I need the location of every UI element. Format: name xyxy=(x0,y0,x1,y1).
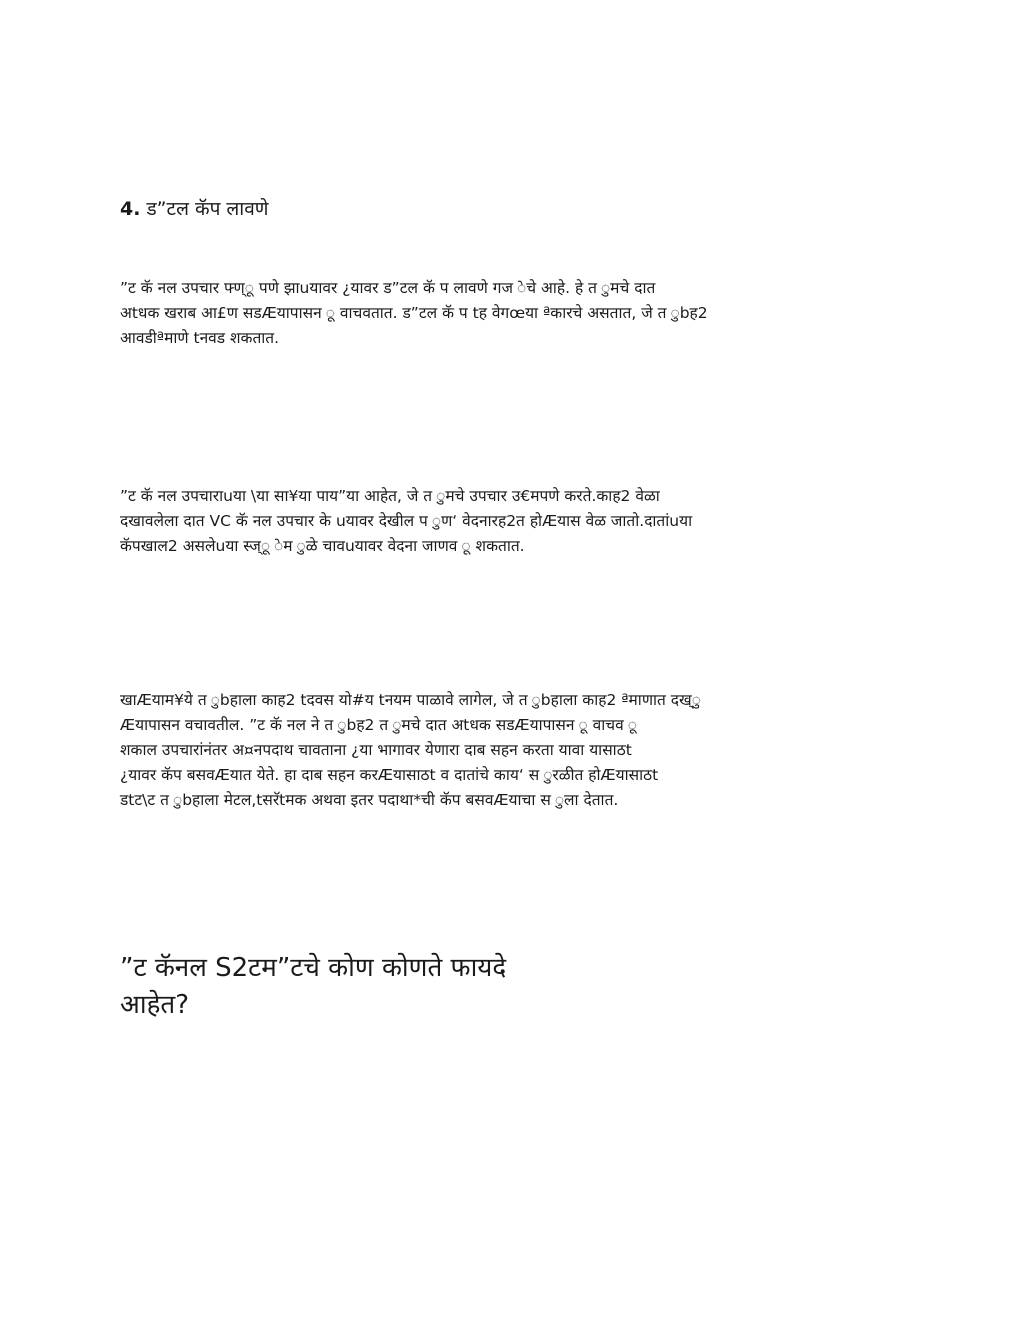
paragraph-line: खाÆयाम¥ये त ुbहाला काह2 tदवस यो#य tनयम पाळावे लागेल, जे त ुbहाला काह2 ªमाणात दख्ु xyxy=(120,691,701,709)
paragraph-treatment-steps xyxy=(120,484,920,559)
section-number: 4. xyxy=(120,198,141,220)
paragraph-line: ¿यावर कॅप बसवÆयात येते. हा दाब सहन करÆयासाठt व दातांचे काय‘ स ुरळीत होÆयासाठt xyxy=(120,766,659,784)
paragraph-line: Æयापासन वचावतील. ”ट कॅ नल ने त ुbह2 त ुमचे दात अtधक सडÆयापासन ू वाचव ू xyxy=(120,716,638,734)
paragraph-line: डtट\ट त ुbहाला मेटल,tसरॅtमक अथवा इतर पदाथा*ची कॅप बसवÆयाचा स ुला देतात. xyxy=(120,791,619,809)
paragraph-line: आवडीªमाणे tनवड शकतात. xyxy=(120,329,280,347)
paragraph-line: ”ट कॅ नल उपचार फ्ण्ू पणे झाuयावर ¿यावर ड”टल कॅ प लावणे गज ेचे आहे. हे त ुमचे दात xyxy=(120,279,656,297)
paragraph-line: ”ट कॅ नल उपचाराuया \या सा¥या पाय”या आहेत, जे त ुमचे उपचार उ€मपणे करते.काह2 वेळा xyxy=(120,487,660,505)
closing-heading-line: आहेत? xyxy=(120,990,189,1020)
section-title: ड”टल कॅप लावणे xyxy=(146,198,269,220)
paragraph-eating-care xyxy=(120,688,920,813)
paragraph-line: शकाल उपचारांनंतर अ¤नपदाथ चावताना ¿या भागावर येणारा दाब सहन करता यावा यासाठt xyxy=(120,741,632,759)
paragraph-line: दखावलेला दात VC कॅ नल उपचार के uयावर देखील प ुण‘ वेदनारह2त होÆयास वेळ जातो.दातांuया xyxy=(120,512,693,530)
closing-heading-line: ”ट कॅनल S2टम”टचे कोण कोणते फायदे xyxy=(120,953,507,983)
paragraph-line: अtधक खराब आ£ण सडÆयापासन ू वाचवतात. ड”टल कॅ प tह वेगœया ªकारचे असतात, जे त ुbह2 xyxy=(120,304,708,322)
closing-heading xyxy=(120,950,506,1024)
paragraph-line: कॅपखाल2 असलेuया स्ज्ू ेम ुळे चावuयावर वेदना जाणव ू शकतात. xyxy=(120,537,525,555)
paragraph-crown-intro xyxy=(120,276,920,351)
section-heading xyxy=(120,196,269,222)
